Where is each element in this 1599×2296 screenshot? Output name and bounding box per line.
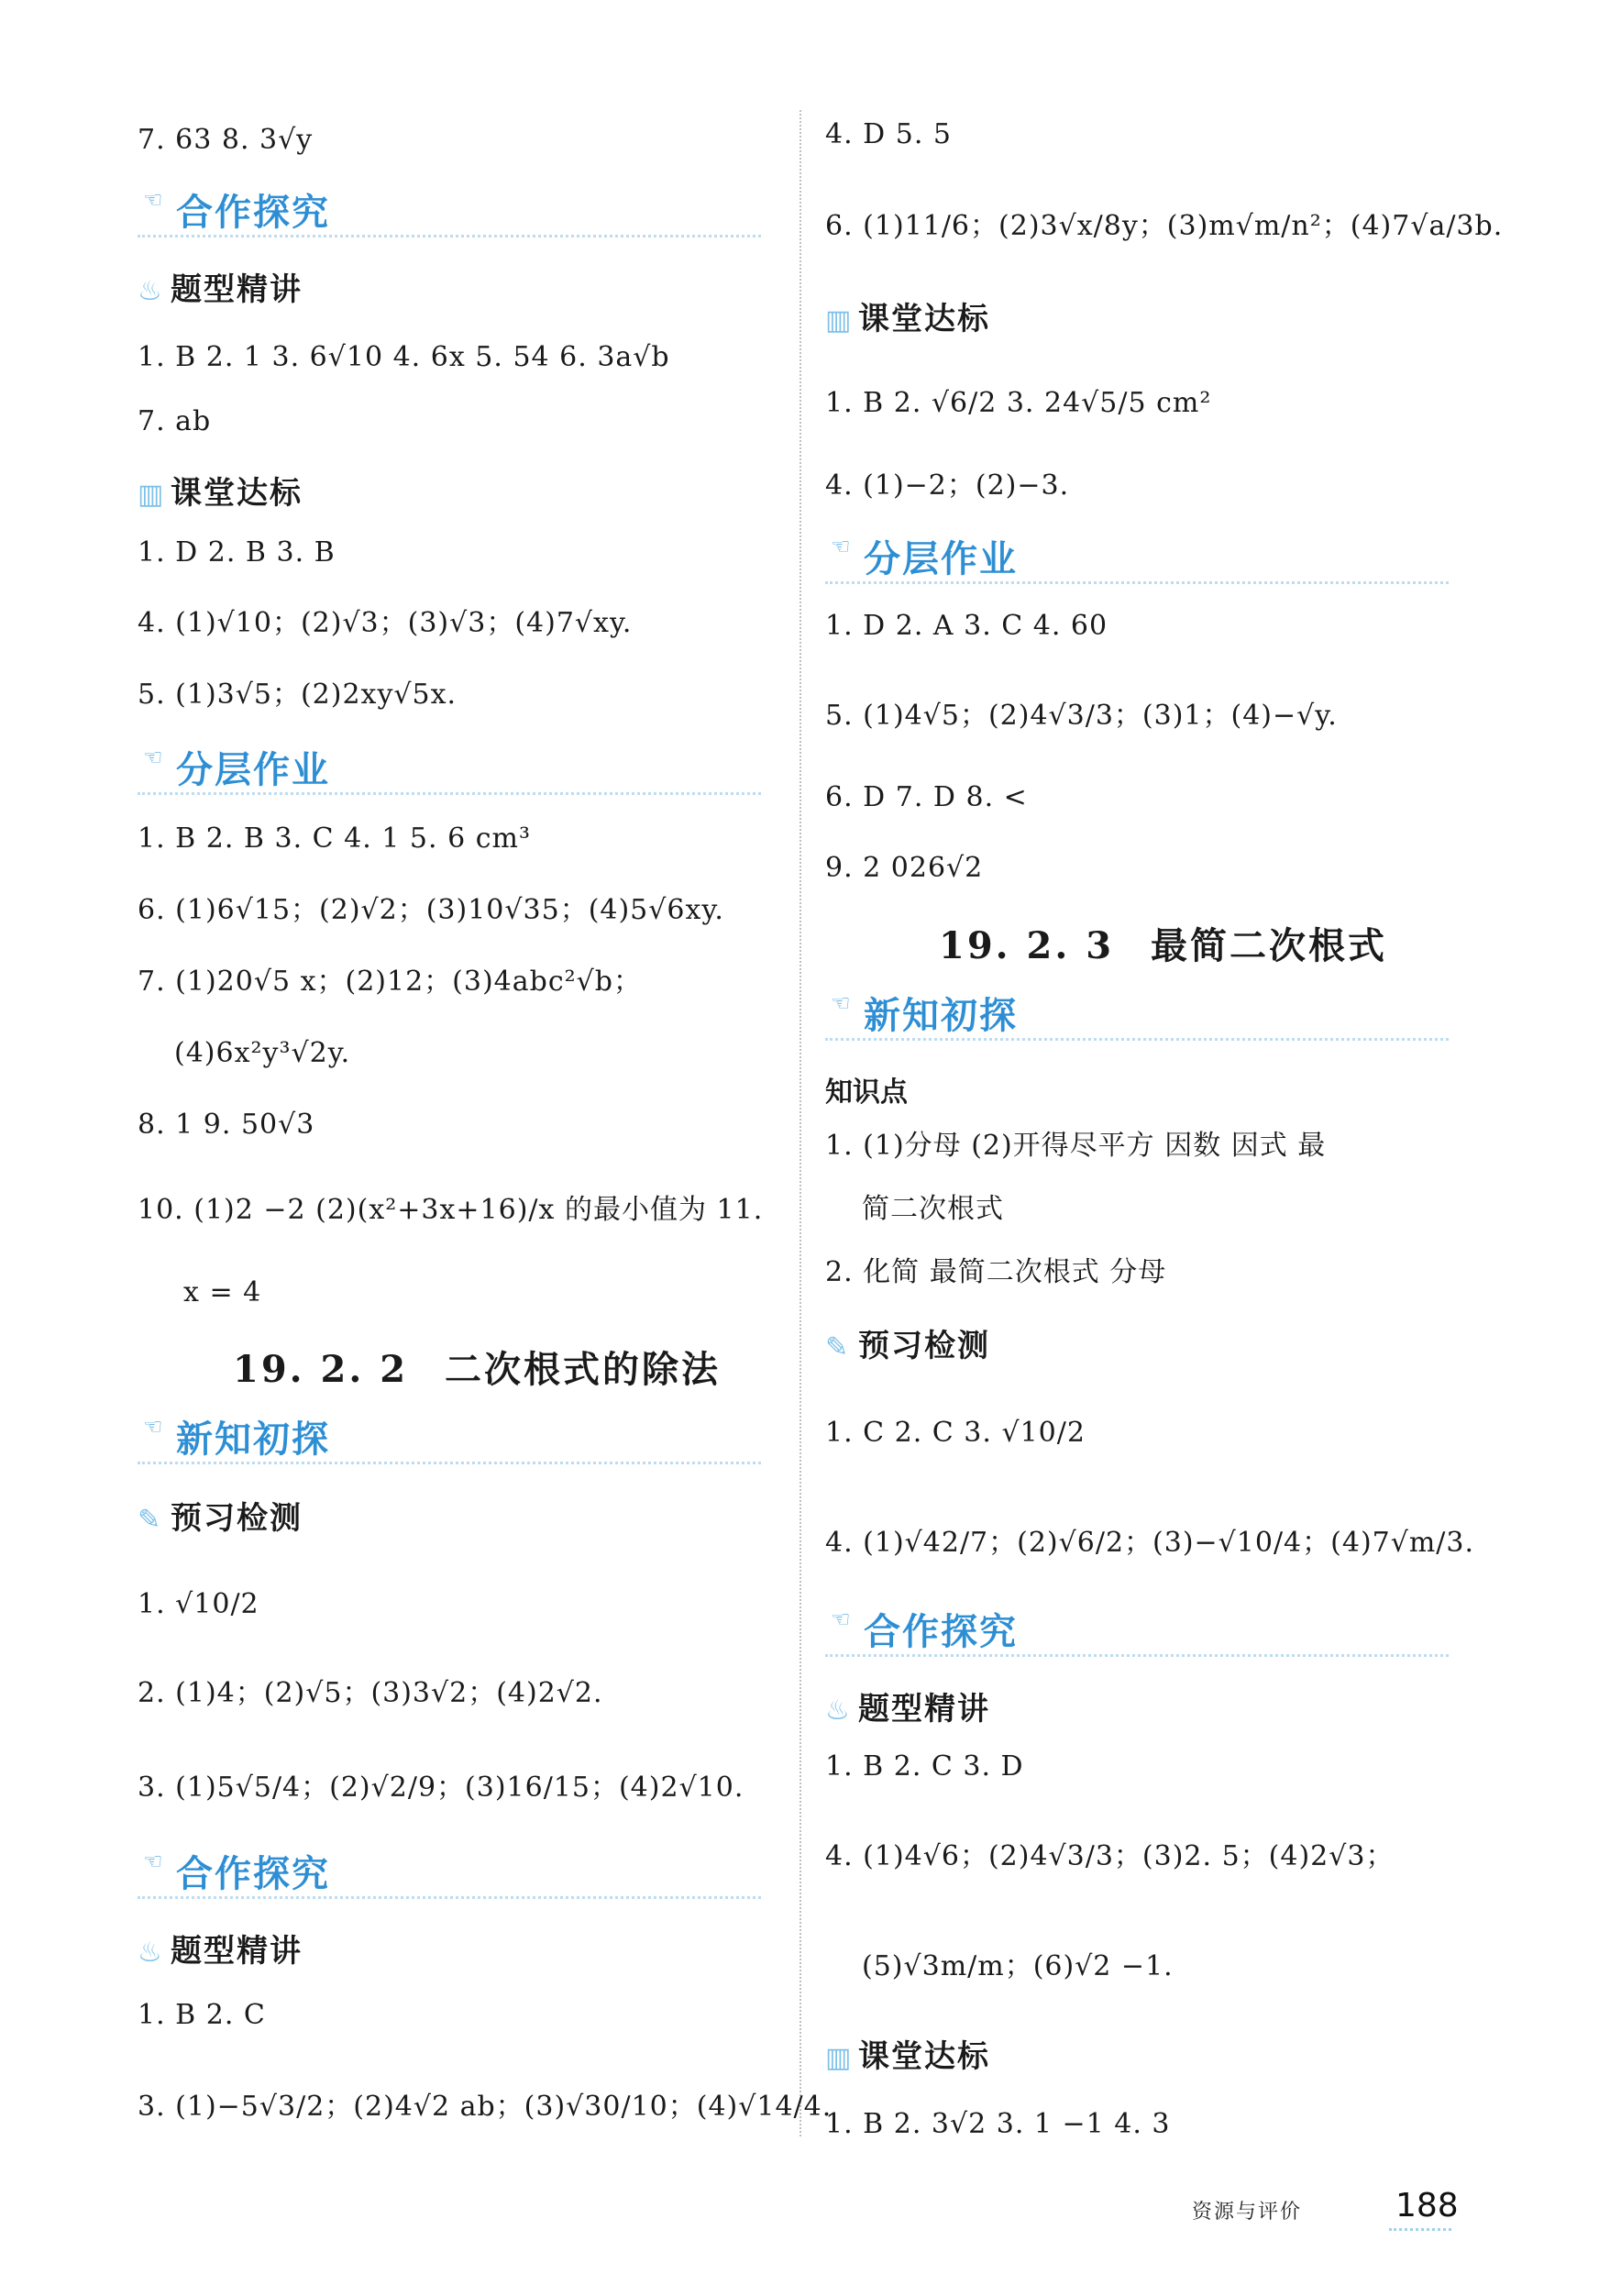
lesson-number: 19. 2. 3 [939, 924, 1115, 967]
section-rule [825, 1654, 1449, 1657]
answer-line: 4. (1)−2；(2)−3. [825, 469, 1070, 502]
answer-line: x = 4 [183, 1276, 262, 1308]
subsection-ketang [825, 2031, 990, 2076]
subsection-tixing [138, 1926, 303, 1970]
section-hezuo-tanjiu [825, 1603, 1449, 1653]
lesson-title: 二次根式的除法 [445, 1348, 722, 1391]
answer-line: 6. D 7. D 8. < [825, 781, 1028, 813]
lesson-number: 19. 2. 2 [233, 1348, 409, 1391]
page-number: 188 [1395, 2187, 1459, 2224]
section-xinzhi-chutan [825, 987, 1449, 1037]
subsection-title: 题型精讲 [171, 271, 303, 308]
hand-pointer-icon: ☜ [831, 534, 851, 559]
page-number-rule [1389, 2228, 1451, 2231]
answer-line: (4)6x²y³√2y. [174, 1037, 351, 1069]
answer-line: 3. (1)5√5/4；(2)√2/9；(3)16/15；(4)2√10. [138, 1772, 744, 1804]
section-hezuo-tanjiu [138, 1845, 761, 1893]
subsection-tixing [138, 264, 303, 309]
answer-line: 8. 1 9. 50√3 [138, 1109, 315, 1141]
section-rule [825, 581, 1449, 584]
answer-line: 10. (1)2 −2 (2)(x²+3x+16)/x 的最小值为 11. [138, 1194, 764, 1226]
section-title: 新知初探 [864, 995, 1018, 1037]
hand-pointer-icon: ☜ [143, 1849, 163, 1874]
subsection-title: 课堂达标 [171, 475, 303, 512]
subsection-title: 题型精讲 [858, 1691, 990, 1728]
answer-line: 2. (1)4；(2)√5；(3)3√2；(4)2√2. [138, 1677, 603, 1709]
flame-icon: ♨ [825, 1694, 850, 1727]
section-title: 合作探究 [864, 1611, 1018, 1653]
hand-pointer-icon: ☜ [143, 187, 163, 213]
answer-line: 7. ab [138, 405, 212, 437]
section-rule [138, 1896, 761, 1899]
answer-line: 1. (1)分母 (2)开得尽平方 因数 因式 最 [825, 1130, 1327, 1162]
answer-line: 6. (1)11/6；(2)3√x/8y；(3)m√m/n²；(4)7√a/3b. [825, 210, 1504, 242]
subsection-ketang [825, 293, 990, 338]
section-fenceng-zuoye [138, 741, 761, 789]
answer-line: 4. (1)√10；(2)√3；(3)√3；(4)7√xy. [138, 607, 633, 639]
pencil-icon: ✎ [138, 1504, 161, 1536]
subsection-yuxi [138, 1493, 303, 1538]
book-icon: ▥ [825, 304, 852, 337]
book-icon: ▥ [138, 479, 164, 511]
answer-line: 4. (1)4√6；(2)4√3/3；(3)2. 5；(4)2√3； [825, 1840, 1395, 1872]
answer-line: 7. (1)20√5 x；(2)12；(3)4abc²√b； [138, 966, 642, 998]
answer-line: 简二次根式 [862, 1193, 1004, 1225]
subsection-ketang [138, 468, 303, 513]
hand-pointer-icon: ☜ [831, 1606, 851, 1632]
section-title: 新知初探 [176, 1418, 330, 1461]
knowledge-point-label: 知识点 [825, 1076, 908, 1109]
lesson-heading [233, 1341, 721, 1393]
section-title: 合作探究 [176, 1853, 330, 1895]
answer-line: 1. B 2. B 3. C 4. 1 5. 6 cm³ [138, 822, 531, 855]
subsection-title: 课堂达标 [858, 301, 990, 337]
answer-line: 7. 63 8. 3√y [138, 124, 314, 156]
section-rule [138, 792, 761, 795]
hand-pointer-icon: ☜ [831, 990, 851, 1016]
answer-line: 6. (1)6√15；(2)√2；(3)10√35；(4)5√6xy. [138, 894, 724, 926]
answer-line: 1. B 2. C 3. D [825, 1750, 1024, 1783]
answer-line: 1. B 2. C [138, 1999, 266, 2031]
section-title: 分层作业 [864, 538, 1018, 580]
subsection-title: 课堂达标 [858, 2038, 990, 2075]
section-rule [825, 1038, 1449, 1041]
footer-label: 资源与评价 [1192, 2201, 1303, 2224]
section-rule [138, 235, 761, 237]
answer-line: 1. B 2. 3√2 3. 1 −1 4. 3 [825, 2108, 1171, 2140]
section-fenceng-zuoye [825, 530, 1449, 578]
subsection-tixing [825, 1683, 990, 1728]
section-xinzhi-chutan [138, 1410, 761, 1461]
section-title: 合作探究 [176, 192, 330, 234]
answer-line: 1. D 2. B 3. B [138, 536, 336, 568]
pencil-icon: ✎ [825, 1331, 849, 1363]
book-icon: ▥ [825, 2042, 852, 2074]
lesson-heading [939, 917, 1387, 969]
subsection-title: 预习检测 [171, 1500, 303, 1537]
hand-pointer-icon: ☜ [143, 1414, 163, 1440]
answer-line: (5)√3m/m；(6)√2 −1. [862, 1950, 1174, 1982]
answer-line: 9. 2 026√2 [825, 852, 984, 884]
answer-line: 5. (1)3√5；(2)2xy√5x. [138, 679, 458, 711]
subsection-title: 题型精讲 [171, 1933, 303, 1970]
answer-line: 3. (1)−5√3/2；(2)4√2 ab；(3)√30/10；(4)√14/4. [138, 2091, 833, 2123]
flame-icon: ♨ [138, 275, 162, 307]
answer-line: 1. D 2. A 3. C 4. 60 [825, 610, 1108, 642]
answer-line: 1. B 2. √6/2 3. 24√5/5 cm² [825, 387, 1212, 419]
subsection-title: 预习检测 [858, 1328, 990, 1364]
section-rule [138, 1462, 761, 1464]
subsection-yuxi [825, 1320, 990, 1365]
section-hezuo-tanjiu [138, 183, 761, 234]
answer-line: 4. (1)√42/7；(2)√6/2；(3)−√10/4；(4)7√m/3. [825, 1527, 1475, 1559]
answer-line: 4. D 5. 5 [825, 118, 952, 150]
answer-line: 1. B 2. 1 3. 6√10 4. 6x 5. 54 6. 3a√b [138, 341, 670, 373]
flame-icon: ♨ [138, 1937, 162, 1969]
answer-line: 1. C 2. C 3. √10/2 [825, 1417, 1086, 1449]
answer-line: 1. √10/2 [138, 1588, 259, 1620]
hand-pointer-icon: ☜ [143, 745, 163, 770]
answer-line: 2. 化简 最简二次根式 分母 [825, 1256, 1167, 1288]
answer-line: 5. (1)4√5；(2)4√3/3；(3)1；(4)−√y. [825, 700, 1338, 732]
lesson-title: 最简二次根式 [1151, 924, 1388, 967]
column-divider [800, 110, 801, 2136]
section-title: 分层作业 [176, 749, 330, 791]
